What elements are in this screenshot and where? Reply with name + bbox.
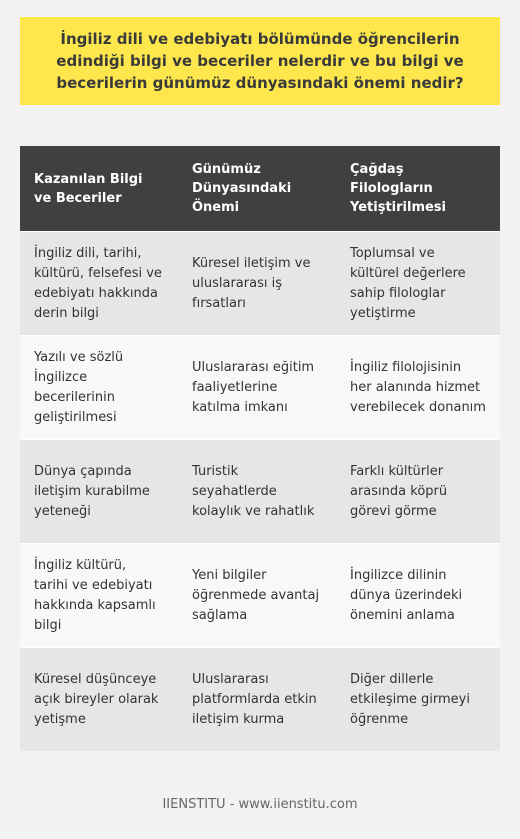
page-title: İngiliz dili ve edebiyatı bölümünde öğrencilerin edindiği bilgi ve beceriler nelerdir ve bu bilgi ve becerilerin günümüz dünyasındaki önemi nedir? bbox=[56, 30, 464, 92]
table-row bbox=[20, 543, 500, 647]
table-cell: Farklı kültürler arasında köprü görevi görme bbox=[336, 440, 500, 543]
header-cell-skills: Kazanılan Bilgi ve Beceriler bbox=[34, 171, 143, 206]
table-row bbox=[20, 647, 500, 751]
table-header-row bbox=[20, 146, 500, 231]
header-cell-importance: Günümüz Dünyasındaki Önemi bbox=[192, 162, 292, 215]
table-cell: Uluslararası platformlarda etkin iletişim kurma bbox=[178, 648, 336, 751]
table-row bbox=[20, 335, 500, 439]
table-cell: İngiliz dili, tarihi, kültürü, felsefesi ve edebiyatı hakkında derin bilgi bbox=[20, 232, 178, 335]
comparison-table bbox=[20, 146, 500, 751]
table-cell: İngiliz filolojisinin her alanında hizmet verebilecek donanım bbox=[336, 336, 500, 439]
table-cell: Yeni bilgiler öğrenmede avantaj sağlama bbox=[178, 544, 336, 647]
table-cell: İngiliz kültürü, tarihi ve edebiyatı hakkında kapsamlı bilgi bbox=[20, 544, 178, 647]
table-cell: Uluslararası eğitim faaliyetlerine katılma imkanı bbox=[178, 336, 336, 439]
table-cell: Küresel iletişim ve uluslararası iş fırsatları bbox=[178, 232, 336, 335]
table-cell: Yazılı ve sözlü İngilizce becerilerinin geliştirilmesi bbox=[20, 336, 178, 439]
table-cell: Diğer dillerle etkileşime girmeyi öğrenme bbox=[336, 648, 500, 751]
table-row bbox=[20, 231, 500, 335]
table-cell: Turistik seyahatlerde kolaylık ve rahatlık bbox=[178, 440, 336, 543]
table-cell: İngilizce dilinin dünya üzerindeki önemini anlama bbox=[336, 544, 500, 647]
table-cell: Dünya çapında iletişim kurabilme yeteneği bbox=[20, 440, 178, 543]
table-cell: Küresel düşünceye açık bireyler olarak yetişme bbox=[20, 648, 178, 751]
footer-credit: IIENSTITU - www.iienstitu.com bbox=[162, 797, 358, 812]
header-cell-philologists: Çağdaş Filologların Yetiştirilmesi bbox=[350, 162, 446, 215]
title-banner bbox=[20, 17, 500, 105]
table-cell: Toplumsal ve kültürel değerlere sahip filologlar yetiştirme bbox=[336, 232, 500, 335]
table-row bbox=[20, 439, 500, 543]
